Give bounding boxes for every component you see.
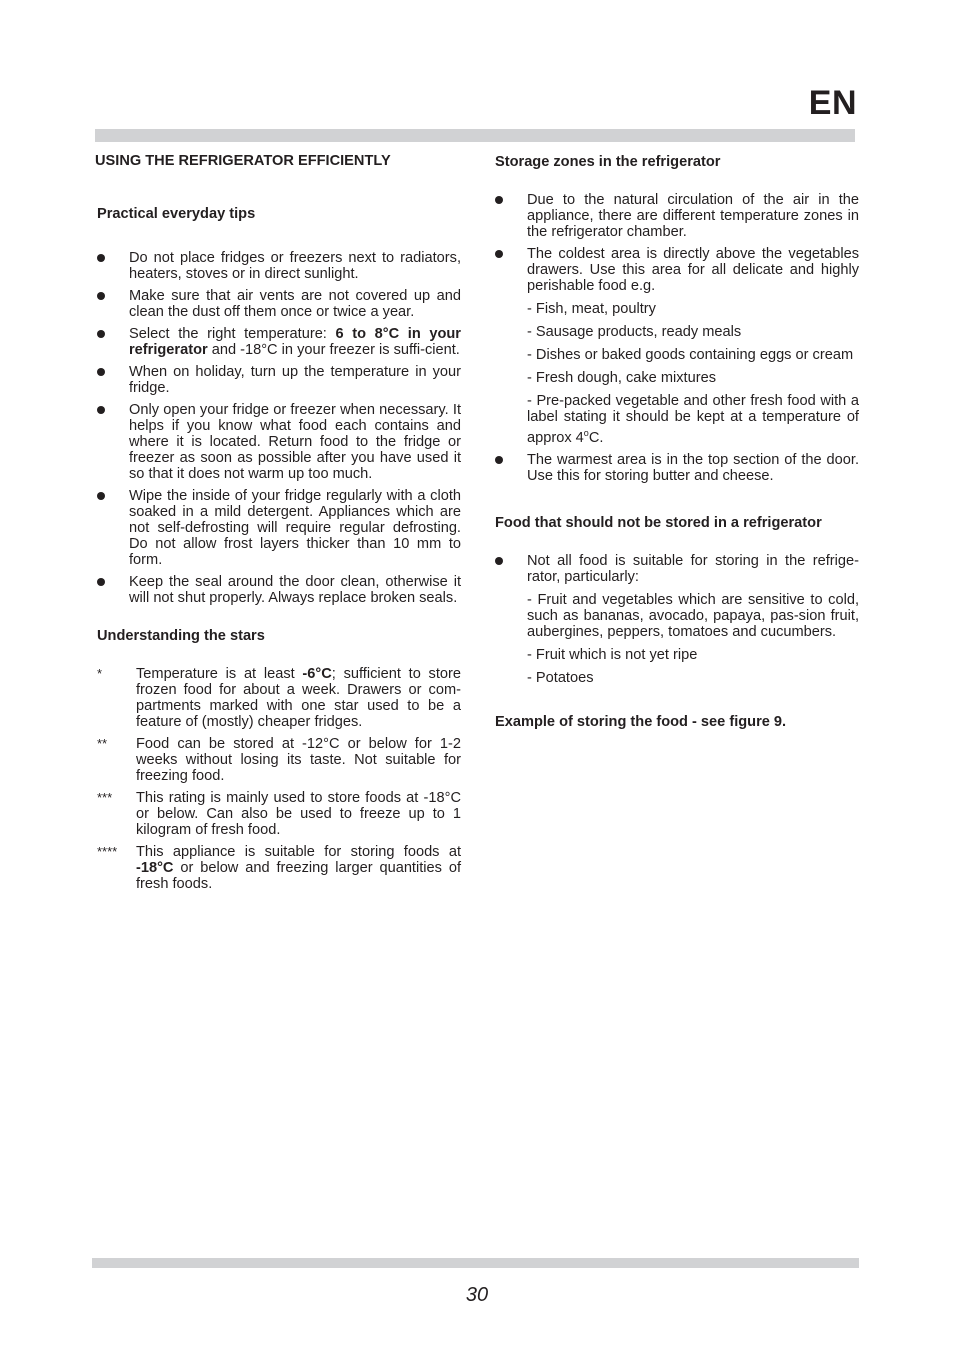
- not-stored-list: [495, 553, 859, 686]
- list-item: Wipe the inside of your fridge regularly with a cloth soaked in a mild detergent. Appliances which are not self-defrosting will require regular defrosting. Do not allow frost layers thicker than 10 mm to form.: [97, 488, 461, 568]
- bullet-icon: [97, 254, 105, 262]
- bullet-icon: [97, 368, 105, 376]
- bullet-icon: [97, 492, 105, 500]
- list-item: The coldest area is directly above the vegetables drawers. Use this area for all delicate and highly perishable food e.g. - Fish, meat, poultry - Sausage products, ready meals - Dishes or baked goods containing eggs or cream - Fresh dough, cake mixtures - Pre-packed vegetable and other fresh food with a label stating it should be kept at a temperature of approx 4$^o$C.: [495, 246, 859, 446]
- bullet-icon: [97, 406, 105, 414]
- list-item: The warmest area is in the top section of the door. Use this for storing butter and cheese.: [495, 452, 859, 484]
- example-note: Example of storing the food - see figure 9.: [495, 713, 787, 730]
- right-column: [495, 154, 859, 730]
- tips-heading: Practical everyday tips: [97, 206, 256, 222]
- stars-heading: Understanding the stars: [97, 628, 265, 644]
- page-number: 30: [465, 1284, 489, 1306]
- star-rating-mark: **: [97, 736, 108, 751]
- sub-item: - Potatoes: [527, 669, 594, 686]
- star-rating-mark: *: [97, 666, 103, 681]
- list-item: When on holiday, turn up the temperature in your fridge.: [97, 364, 461, 396]
- list-item: Keep the seal around the door clean, otherwise it will not shut properly. Always replace broken seals.: [97, 574, 461, 606]
- storage-zones-list: [495, 192, 859, 484]
- list-item: Do not place fridges or freezers next to radiators, heaters, stoves or in direct sunlight.: [97, 250, 461, 282]
- list-item: *** This rating is mainly used to store foods at -18°C or below. Can also be used to freeze up to 1 kilogram of fresh food.: [97, 790, 461, 838]
- sub-item: - Pre-packed vegetable and other fresh food with a label stating it should be kept at a temperature of approx 4$^o$C.: [527, 393, 859, 446]
- sub-item: - Fish, meat, poultry: [527, 301, 656, 317]
- footer-divider-bar: [92, 1258, 859, 1268]
- sub-item: - Sausage products, ready meals: [527, 324, 742, 340]
- bullet-icon: [495, 196, 503, 204]
- section-title: USING THE REFRIGERATOR EFFICIENTLY: [95, 153, 391, 169]
- bullet-icon: [495, 456, 503, 464]
- list-item: Select the right temperature: 6 to 8°C in your refrigerator and -18°C in your freezer is suffi-cient.: [97, 326, 461, 358]
- list-item: **** This appliance is suitable for storing foods at -18°C or below and freezing larger quantities of fresh foods.: [97, 844, 461, 892]
- bullet-icon: [495, 250, 503, 258]
- header-divider-bar: [95, 129, 855, 142]
- sub-item: - Fresh dough, cake mixtures: [527, 370, 716, 386]
- sub-item: - Dishes or baked goods containing eggs or cream: [527, 347, 854, 363]
- not-stored-heading: Food that should not be stored in a refrigerator: [495, 514, 822, 531]
- sub-item: - Fruit and vegetables which are sensitive to cold, such as bananas, avocado, papaya, pas-sion fruit, aubergines, peppers, tomatoes and cucumbers.: [527, 591, 859, 640]
- list-item: * Temperature is at least -6°C; sufficient to store frozen food for about a week. Drawers or com-partments marked with one star used to be a feature of (mostly) cheaper fridges.: [97, 666, 461, 730]
- star-rating-mark: ***: [97, 790, 113, 805]
- list-item: Not all food is suitable for storing in the refrige-rator, particularly: - Fruit and vegetables which are sensitive to cold, such as bananas, avocado, papaya, pas-sion fruit, aubergines, peppers, tomatoes and cucumbers. - Fruit which is not yet ripe - Potatoes: [495, 553, 859, 686]
- star-rating-mark: ****: [97, 844, 118, 859]
- bullet-icon: [495, 557, 503, 565]
- bullet-icon: [97, 330, 105, 338]
- language-code: EN: [808, 84, 857, 122]
- stars-list: [97, 666, 461, 892]
- left-column: [97, 153, 461, 898]
- sub-item: - Fruit which is not yet ripe: [527, 646, 698, 663]
- bullet-icon: [97, 292, 105, 300]
- list-item: Only open your fridge or freezer when necessary. It helps if you know what food each contains and where it is located. Return food to the fridge or freezer as soon as possible after you have used it so that it does not warm up too much.: [97, 402, 461, 482]
- storage-zones-heading: Storage zones in the refrigerator: [495, 154, 721, 170]
- bullet-icon: [97, 578, 105, 586]
- tips-list: [97, 250, 461, 606]
- list-item: Due to the natural circulation of the air in the appliance, there are different temperature zones in the refrigerator chamber.: [495, 192, 859, 240]
- list-item: Make sure that air vents are not covered up and clean the dust off them once or twice a year.: [97, 288, 461, 320]
- list-item: ** Food can be stored at -12°C or below for 1-2 weeks without losing its taste. Not suitable for freezing food.: [97, 736, 461, 784]
